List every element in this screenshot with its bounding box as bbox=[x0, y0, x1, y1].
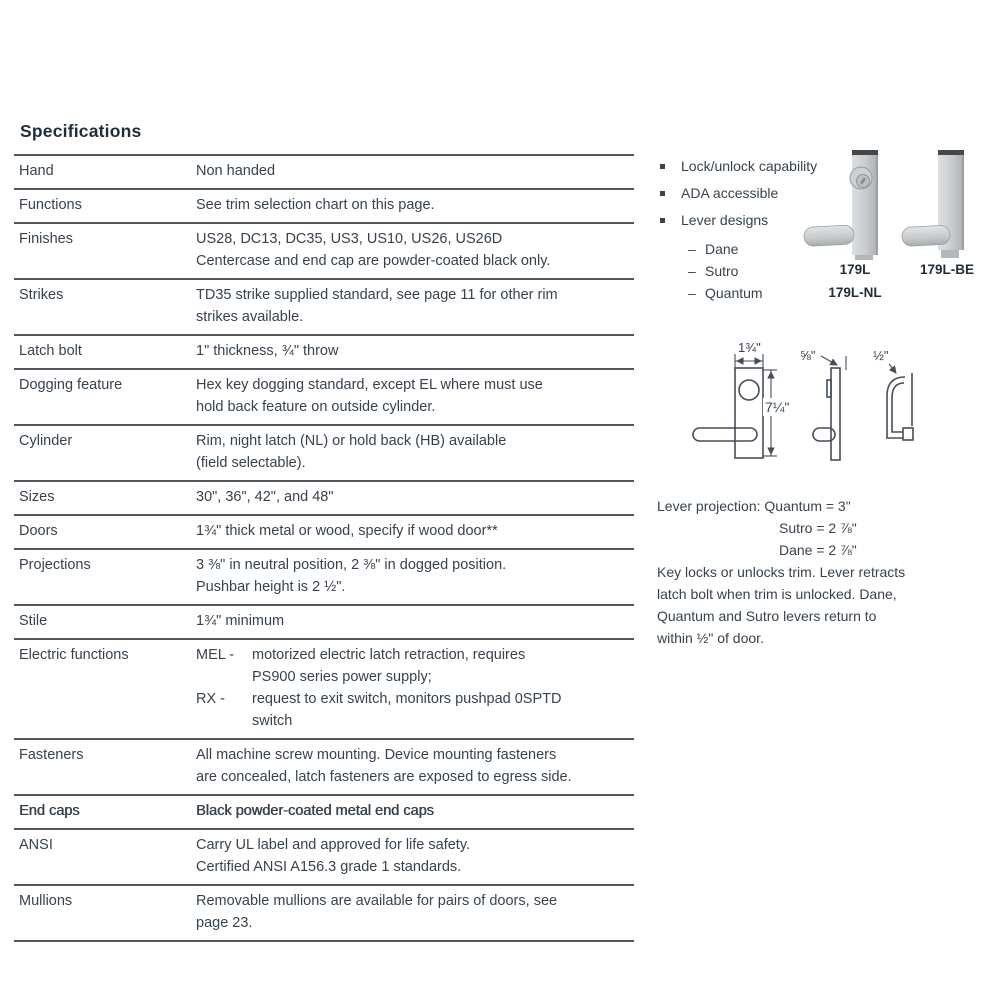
row-label: Dogging feature bbox=[19, 377, 123, 393]
value-line: Rim, night latch (NL) or hold back (HB) available bbox=[196, 433, 507, 449]
row-value bbox=[196, 160, 634, 182]
row-label: Strikes bbox=[19, 287, 64, 303]
row-value bbox=[196, 486, 634, 508]
table-row bbox=[14, 886, 634, 942]
lever-hub bbox=[903, 428, 913, 440]
row-label: Cylinder bbox=[19, 433, 73, 449]
row-value bbox=[196, 890, 634, 934]
value-line: 1¾" minimum bbox=[196, 613, 285, 629]
note-line: Key locks or unlocks trim. Lever retracts bbox=[657, 564, 906, 580]
row-value bbox=[196, 834, 634, 878]
subitem-label: Sutro bbox=[705, 263, 739, 279]
height-dimension-label: 7¼" bbox=[765, 399, 790, 415]
row-label: Doors bbox=[19, 523, 58, 539]
feature-label: Lock/unlock capability bbox=[681, 158, 818, 174]
feature-label: ADA accessible bbox=[681, 185, 779, 201]
value-line: See trim selection chart on this page. bbox=[196, 197, 435, 213]
width-dimension-label: 1¾" bbox=[738, 340, 761, 355]
front-view-lever bbox=[693, 428, 757, 441]
side-view-plate bbox=[831, 368, 840, 460]
table-row bbox=[14, 156, 634, 190]
row-value bbox=[196, 520, 634, 542]
row-value bbox=[196, 610, 634, 632]
value-line: US28, DC13, DC35, US3, US10, US26, US26D bbox=[196, 231, 503, 247]
table-row bbox=[14, 370, 634, 426]
subitem-label: Dane bbox=[705, 241, 739, 257]
value-line: page 23. bbox=[196, 915, 253, 931]
lever-trim-179l-image bbox=[800, 148, 885, 263]
side-view-cylinder-bump bbox=[827, 380, 831, 397]
value-line: Carry UL label and approved for life safety. bbox=[196, 837, 471, 853]
trim-model-label: 179L bbox=[839, 262, 871, 277]
page-title: Specifications bbox=[20, 121, 142, 141]
table-row bbox=[14, 426, 634, 482]
subitem-label: Quantum bbox=[705, 285, 763, 301]
table-row bbox=[14, 224, 634, 280]
dimension-drawing bbox=[683, 334, 935, 466]
row-value bbox=[196, 194, 634, 216]
square-bullet-icon bbox=[660, 218, 665, 223]
value-line: Non handed bbox=[196, 163, 276, 179]
def-code: RX - bbox=[196, 691, 225, 707]
projection-line: Dane = 2 ⅞" bbox=[779, 542, 857, 558]
lever-handle bbox=[804, 225, 855, 247]
row-value bbox=[196, 430, 634, 474]
row-label: Finishes bbox=[19, 231, 73, 247]
dash-icon: – bbox=[688, 241, 696, 257]
row-value bbox=[196, 800, 634, 822]
value-line: 1" thickness, ¾" throw bbox=[196, 343, 339, 359]
value-line: are concealed, latch fasteners are exposed to egress side. bbox=[196, 769, 572, 785]
row-label: Stile bbox=[19, 613, 48, 629]
def-code: MEL - bbox=[196, 647, 235, 663]
return-gap-dimension-label: ½" bbox=[873, 348, 889, 363]
dash-icon: – bbox=[688, 285, 696, 301]
table-row bbox=[14, 550, 634, 606]
table-row bbox=[14, 796, 634, 830]
def-text bbox=[252, 688, 561, 732]
value-line: PS900 series power supply; bbox=[252, 669, 432, 685]
trim-figure-labels bbox=[816, 259, 894, 304]
electric-function-def bbox=[196, 644, 634, 688]
value-line: hold back feature on outside cylinder. bbox=[196, 399, 436, 415]
lever-trim-179l-be-image bbox=[893, 148, 968, 263]
electric-function-def bbox=[196, 688, 634, 732]
table-row bbox=[14, 190, 634, 224]
value-line: Centercase and end cap are powder-coated black only. bbox=[196, 253, 551, 269]
trim-model-label: 179L-BE bbox=[919, 262, 975, 277]
value-line: 1¾" thick metal or wood, specify if wood door** bbox=[196, 523, 498, 539]
table-row bbox=[14, 516, 634, 550]
value-line: Black powder-coated metal end caps bbox=[196, 803, 434, 819]
value-line: switch bbox=[252, 713, 293, 729]
row-value bbox=[196, 554, 634, 598]
row-label: Functions bbox=[19, 197, 82, 213]
table-row bbox=[14, 336, 634, 370]
dash-icon: – bbox=[688, 263, 696, 279]
row-label: Sizes bbox=[19, 489, 55, 505]
value-line: Certified ANSI A156.3 grade 1 standards. bbox=[196, 859, 462, 875]
def-text bbox=[252, 644, 525, 688]
lever-return-inner bbox=[892, 383, 904, 432]
row-value bbox=[196, 340, 634, 362]
square-bullet-icon bbox=[660, 191, 665, 196]
row-value bbox=[196, 744, 634, 788]
spec-table bbox=[14, 154, 634, 942]
table-row bbox=[14, 280, 634, 336]
value-line: TD35 strike supplied standard, see page 11 for other rim bbox=[196, 287, 558, 303]
row-value bbox=[196, 644, 634, 732]
row-label: Mullions bbox=[19, 893, 73, 909]
table-row bbox=[14, 606, 634, 640]
row-label: Fasteners bbox=[19, 747, 84, 763]
note-line: Quantum and Sutro levers return to bbox=[657, 608, 877, 624]
value-line: All machine screw mounting. Device mounting fasteners bbox=[196, 747, 557, 763]
value-line: 30", 36", 42", and 48" bbox=[196, 489, 334, 505]
front-view-cylinder bbox=[739, 380, 759, 400]
row-value bbox=[196, 284, 634, 328]
escutcheon-plate bbox=[852, 150, 878, 255]
row-label: Latch bolt bbox=[19, 343, 82, 359]
front-view-plate bbox=[735, 368, 763, 458]
plate-top-cap bbox=[938, 150, 964, 155]
trim-model-label: 179L-NL bbox=[828, 284, 882, 300]
value-line: request to exit switch, monitors pushpad 0SPTD bbox=[252, 691, 562, 707]
square-bullet-icon bbox=[660, 164, 665, 169]
projection-line: Sutro = 2 ⅞" bbox=[779, 520, 857, 536]
row-value bbox=[196, 228, 634, 272]
table-row bbox=[14, 740, 634, 796]
note-line: within ½" of door. bbox=[657, 630, 764, 646]
row-label: ANSI bbox=[19, 837, 53, 853]
value-line: strikes available. bbox=[196, 309, 304, 325]
row-label: End caps bbox=[19, 803, 80, 819]
lever-projection-note bbox=[657, 495, 987, 649]
value-line: Pushbar height is 2 ½". bbox=[196, 579, 346, 595]
trim-figure-labels bbox=[908, 259, 986, 282]
table-row bbox=[14, 482, 634, 516]
row-label: Projections bbox=[19, 557, 91, 573]
value-line: motorized electric latch retraction, requires bbox=[252, 647, 526, 663]
row-value bbox=[196, 374, 634, 418]
value-line: 3 ⅜" in neutral position, 2 ⅜" in dogged position. bbox=[196, 557, 507, 573]
row-label: Hand bbox=[19, 163, 54, 179]
value-line: Removable mullions are available for pairs of doors, see bbox=[196, 893, 558, 909]
row-label: Electric functions bbox=[19, 647, 129, 663]
plate-edge-shade bbox=[962, 155, 964, 250]
note-line: latch bolt when trim is unlocked. Dane, bbox=[657, 586, 897, 602]
feature-label: Lever designs bbox=[681, 212, 769, 228]
plate-edge-shade bbox=[876, 155, 878, 255]
value-line: (field selectable). bbox=[196, 455, 306, 471]
lever-handle bbox=[902, 225, 951, 246]
projection-line: Lever projection: Quantum = 3" bbox=[657, 498, 851, 514]
value-line: Hex key dogging standard, except EL where must use bbox=[196, 377, 543, 393]
plate-bottom-tab bbox=[941, 250, 959, 258]
table-row bbox=[14, 830, 634, 886]
thickness-dimension-label: ⅝" bbox=[800, 348, 816, 363]
table-row bbox=[14, 640, 634, 740]
plate-top-cap bbox=[852, 150, 878, 155]
